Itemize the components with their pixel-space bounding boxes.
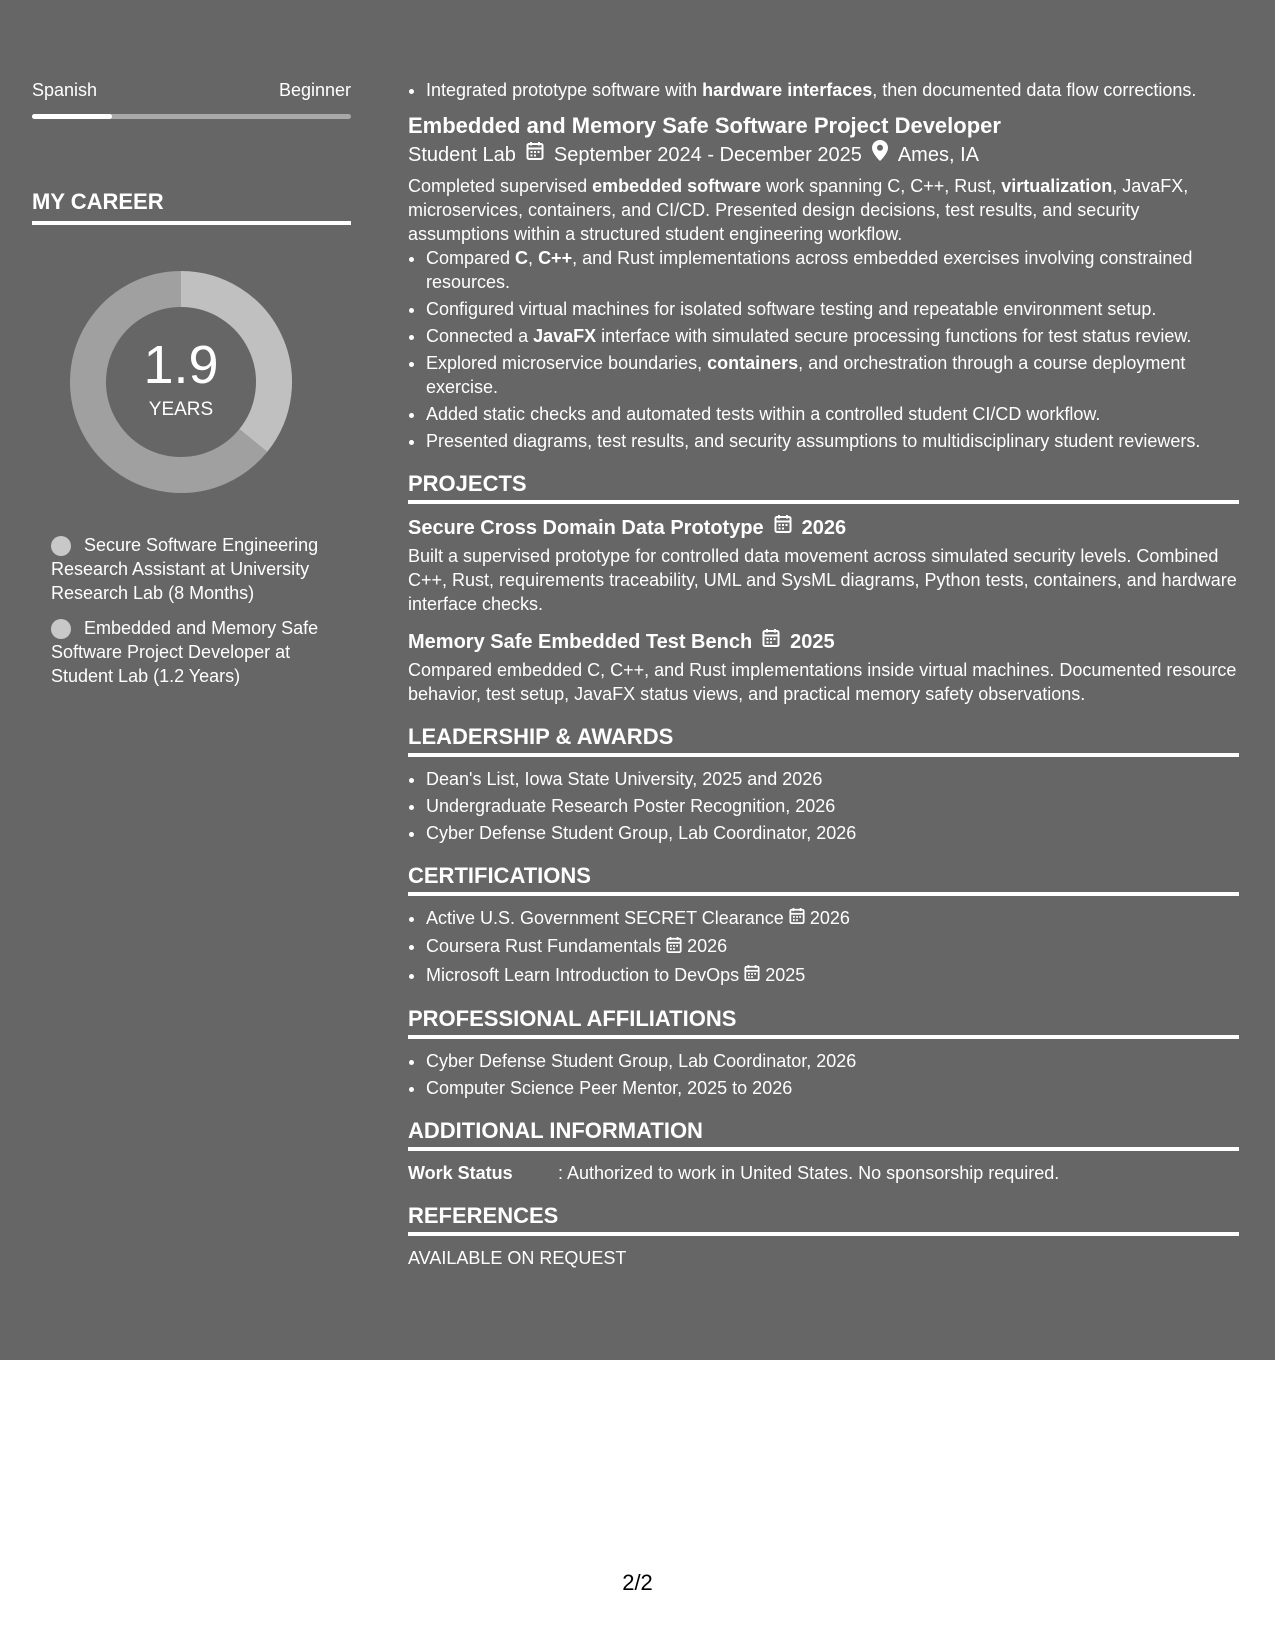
calendar-icon (666, 936, 682, 960)
bullet-keyword: JavaFX (533, 326, 597, 346)
certification-item (426, 963, 1239, 988)
career-legend-label: Secure Software Engineering Research Assistant at University Research Lab (8 Months) (51, 535, 319, 603)
affiliations-list (408, 1049, 1239, 1100)
bullet-text: Connected a (426, 326, 534, 346)
bullet-item (426, 246, 1239, 294)
calendar-icon (789, 907, 805, 931)
bullet-keyword: C++ (538, 248, 573, 268)
desc-text: , JavaFX, microservices, containers, and CI/CD. Presented design decisions, test results, and security assumptions within a structured student engineering workflow. (408, 176, 1189, 244)
project-name: Memory Safe Embedded Test Bench (408, 631, 753, 653)
bullet-text: Explored microservice boundaries, (426, 353, 708, 373)
desc-text: Completed supervised (408, 176, 593, 196)
certifications-heading: CERTIFICATIONS (408, 863, 1239, 896)
left-column (32, 80, 351, 699)
leadership-list (408, 767, 1239, 845)
affiliation-item: • Computer Science Peer Mentor, 2025 to 2026 (426, 1076, 1239, 1100)
job-company: Student Lab (408, 144, 516, 166)
legend-dot (51, 619, 71, 639)
bullet-keyword: containers (707, 353, 799, 373)
bullet-text: Integrated prototype software with (426, 80, 703, 100)
affiliations-heading: PROFESSIONAL AFFILIATIONS (408, 1006, 1239, 1039)
bullet-item (426, 351, 1239, 399)
project-year: 2026 (801, 517, 847, 539)
desc-keyword: embedded software (592, 176, 762, 196)
project-description: Built a supervised prototype for controlled data movement across simulated security levels. Combined C++, Rust, requirements traceability, UML and SysML diagrams, Python tests, containers, and hardware interface checks. (408, 546, 1237, 614)
language-proficiency-bar (32, 114, 351, 119)
job-meta (408, 140, 1239, 170)
certification-name: Microsoft Learn Introduction to DevOps (426, 964, 740, 985)
job-bullets (408, 246, 1239, 453)
desc-keyword: virtualization (1001, 176, 1113, 196)
job-description (408, 174, 1239, 246)
calendar-icon (744, 964, 760, 988)
career-total-value: 1.9 (143, 335, 219, 395)
language-level: Beginner (278, 80, 351, 100)
leadership-item: • Dean's List, Iowa State University, 2025 and 2026 (426, 767, 1239, 791)
work-status-row (408, 1161, 1239, 1185)
certification-year: 2025 (765, 964, 806, 985)
bullet-item: • Added static checks and automated tests within a controlled student CI/CD workflow. (426, 402, 1239, 426)
career-legend-label: Embedded and Memory Safe Software Project Developer at Student Lab (1.2 Years) (51, 618, 319, 686)
previous-job-bullets (408, 78, 1239, 102)
map-pin-icon (872, 140, 888, 170)
bullet-keyword: C (515, 248, 529, 268)
bullet-text: interface with simulated secure processing functions for test status review. (596, 326, 1192, 346)
leadership-item: • Cyber Defense Student Group, Lab Coordinator, 2026 (426, 821, 1239, 845)
work-status-label: Work Status (408, 1162, 513, 1183)
additional-info-heading: ADDITIONAL INFORMATION (408, 1118, 1239, 1151)
project-title (408, 514, 1239, 542)
certification-year: 2026 (687, 936, 728, 957)
bullet-item (426, 78, 1239, 102)
calendar-icon (526, 140, 544, 170)
certifications-list (408, 906, 1239, 988)
certification-name: Active U.S. Government SECRET Clearance (426, 908, 784, 928)
leadership-heading: LEADERSHIP & AWARDS (408, 724, 1239, 757)
job-location: Ames, IA (897, 144, 979, 166)
references-text: AVAILABLE ON REQUEST (408, 1247, 627, 1268)
certification-item (426, 934, 1239, 959)
page-number: 2/2 (622, 1570, 653, 1595)
job-title: Embedded and Memory Safe Software Project Developer (408, 113, 1001, 138)
bullet-text: , and orchestration through a course deployment exercise. (426, 353, 1186, 397)
career-total-unit: YEARS (148, 399, 214, 420)
bullet-item: • Configured virtual machines for isolated software testing and repeatable environment setup. (426, 297, 1239, 321)
right-column (408, 78, 1239, 1270)
affiliation-item: • Cyber Defense Student Group, Lab Coordinator, 2026 (426, 1049, 1239, 1073)
desc-text: work spanning C, C++, Rust, (761, 176, 1002, 196)
career-heading: MY CAREER (32, 189, 351, 225)
legend-dot (51, 536, 71, 556)
leadership-item: • Undergraduate Research Poster Recognition, 2026 (426, 794, 1239, 818)
project-title (408, 628, 1239, 656)
bullet-keyword: hardware interfaces (702, 80, 873, 100)
references-heading: REFERENCES (408, 1203, 1239, 1236)
language-name: Spanish (32, 80, 98, 100)
bullet-text: Compared (426, 248, 516, 268)
career-donut-chart (66, 267, 296, 497)
work-status-value: : Authorized to work in United States. No sponsorship required. (558, 1162, 1060, 1183)
project-name: Secure Cross Domain Data Prototype (408, 517, 764, 539)
job-dates: September 2024 - December 2025 (553, 144, 862, 166)
certification-name: Coursera Rust Fundamentals (426, 936, 662, 957)
projects-heading: PROJECTS (408, 471, 1239, 504)
project-description: Compared embedded C, C++, and Rust implementations inside virtual machines. Documented resource behavior, test setup, JavaFX status views, and practical memory safety observations. (408, 660, 1237, 704)
bullet-text: , (528, 248, 539, 268)
certification-year: 2026 (809, 908, 850, 928)
career-legend-item (51, 533, 351, 605)
language-row (32, 80, 351, 106)
career-legend (32, 533, 351, 688)
bullet-item (426, 324, 1239, 348)
calendar-icon (762, 628, 780, 656)
bullet-text: , and Rust implementations across embedded exercises involving constrained resources. (426, 248, 1193, 292)
certification-item (426, 906, 1239, 931)
career-legend-item (51, 616, 351, 688)
calendar-icon (774, 514, 792, 542)
project-year: 2025 (790, 631, 835, 653)
language-proficiency-fill (32, 114, 112, 119)
bullet-text: , then documented data flow corrections. (872, 80, 1197, 100)
bullet-item: • Presented diagrams, test results, and security assumptions to multidisciplinary student reviewers. (426, 429, 1239, 453)
